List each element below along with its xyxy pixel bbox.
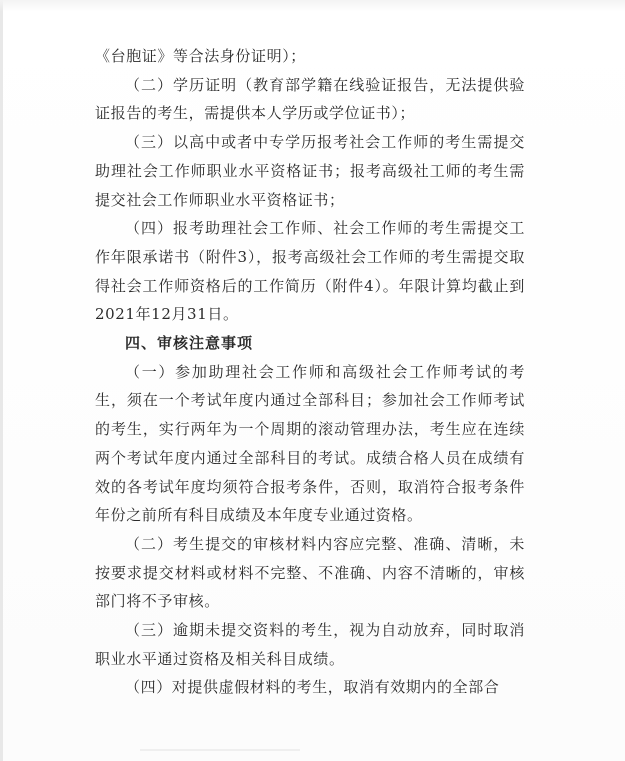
paragraph-id-continuation: 《台胞证》等合法身份证明）； <box>95 47 306 65</box>
paragraph-work-years-commitment: （四）报考助理社会工作师、社会工作师的考生需提交工作年限承诺书（附件3），报考高级社会工作师的考生需提交取得社会工作师资格后的工作简历（附件4）。年限计算均截止到2021年12月31日。 <box>95 219 525 324</box>
paragraph-education-certificate: （二）学历证明（教育部学籍在线验证报告，无法提供验证报告的考生，需提供本人学历或学位证书）； <box>95 75 525 123</box>
paragraph-exam-pass-rules: （一）参加助理社会工作师和高级社会工作师考试的考生，须在一个考试年度内通过全部科目；参加社会工作师考试的考生，实行两年为一个周期的滚动管理办法，考生应在连续两个考试年度内通过全部科目的考试。成绩合格人员在成绩有效的各考试年度均须符合报考条件，否则，取消符合报考条件年份之前所有科目成绩及本年度专业通过资格。 <box>95 362 525 525</box>
paragraph-late-submission: （三）逾期未提交资料的考生，视为自动放弃，同时取消职业水平通过资格及相关科目成绩。 <box>95 621 525 668</box>
document-body <box>95 42 525 702</box>
paragraph-qualification-certificate: （三）以高中或者中专学历报考社会工作师的考生需提交助理社会工作师职业水平资格证书；报考高级社工师的考生需提交社会工作师职业水平资格证书； <box>95 133 525 209</box>
page-left-edge <box>0 0 3 761</box>
section-heading-review-notes: 四、审核注意事项 <box>125 334 254 353</box>
page-top-shadow <box>0 0 625 12</box>
page-bottom-mark <box>140 749 300 751</box>
paragraph-material-completeness: （二）考生提交的审核材料内容应完整、准确、清晰，未按要求提交材料或材料不完整、不准确、内容不清晰的，审核部门将不予审核。 <box>95 534 525 611</box>
paragraph-false-materials: （四）对提供虚假材料的考生，取消有效期内的全部合 <box>125 678 500 697</box>
